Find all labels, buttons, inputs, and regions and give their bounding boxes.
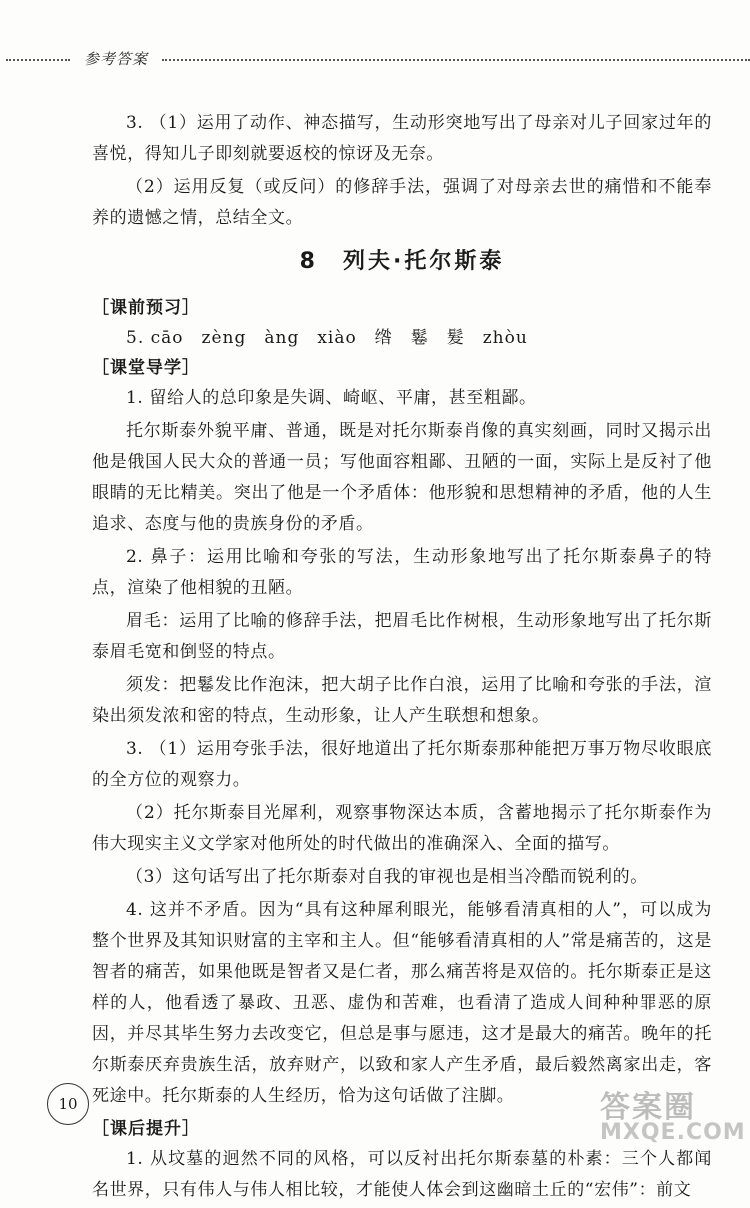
page-body [92, 108, 712, 1208]
answer-paragraph: 4. 这并不矛盾。因为“具有这种犀利眼光，能够看清真相的人”，可以成为整个世界及其知识财富的主宰和主人。但“能够看清真相的人”常是痛苦的，这是智者的痛苦，如果他既是智者又是仁者，那么痛苦将是双倍的。托尔斯泰正是这样的人，他看透了暴政、丑恶、虚伪和苦难，也看清了造成人间种种罪恶的原因，并尽其毕生努力去改变它，但总是事与愿违，这才是最大的痛苦。晚年的托尔斯泰厌弃贵族生活，放弃财产，以致和家人产生矛盾，最后毅然离家出走，客死途中。托尔斯泰的人生经历，恰为这句话做了注脚。 [92, 900, 712, 1106]
answer-paragraph: 须发：把鬈发比作泡沫，把大胡子比作白浪，运用了比喻和夸张的手法，渲染出须发浓和密的特点，生动形象，让人产生联想和想象。 [92, 675, 712, 726]
watermark-text-bottom: MXQE.COM [600, 1120, 746, 1145]
answer-paragraph: 3. （1）运用夸张手法，很好地道出了托尔斯泰那种能把万事万物尽收眼底的全方位的观察力。 [92, 739, 712, 790]
header-dotted-rule-right [162, 59, 750, 61]
answer-paragraph: 1. 从坟墓的迥然不同的风格，可以反衬出托尔斯泰墓的朴素：三个人都闻名世界，只有伟人与伟人相比较，才能使人体会到这幽暗土丘的“宏伟”：前文 [92, 1149, 712, 1200]
watermark-text-top: 答案圈 [600, 1090, 696, 1125]
pinyin-answer: 5. cāo zèng àng xiào 绺 鬈 髮 zhòu [126, 328, 528, 348]
answer-paragraph: 2. 鼻子：运用比喻和夸张的写法，生动形象地写出了托尔斯泰鼻子的特点，渲染了他相貌的丑陋。 [92, 547, 712, 598]
header-label: 参考答案 [84, 50, 149, 68]
answer-paragraph: （2）运用反复（或反问）的修辞手法，强调了对母亲去世的痛惜和不能奉养的遗憾之情，总结全文。 [92, 177, 712, 228]
answer-paragraph: （2）托尔斯泰目光犀利，观察事物深达本质，含蓄地揭示了托尔斯泰作为伟大现实主义文学家对他所处的时代做出的准确深入、全面的描写。 [92, 803, 712, 854]
page-number: 10 [47, 1083, 89, 1125]
answer-paragraph: 3. （1）运用了动作、神态描写，生动形突地写出了母亲对儿子回家过年的喜悦，得知儿子即刻就要返校的惊讶及无奈。 [92, 113, 712, 164]
answer-paragraph: 眉毛：运用了比喻的修辞手法，把眉毛比作树根，生动形象地写出了托尔斯泰眉毛宽和倒竖的特点。 [92, 611, 712, 662]
answer-paragraph: （3）这句话写出了托尔斯泰对自我的审视也是相当冷酷而锐利的。 [126, 867, 648, 887]
answer-paragraph: 托尔斯泰外貌平庸、普通，既是对托尔斯泰肖像的真实刻画，同时又揭示出他是俄国人民大众的普通一员；写他面容粗鄙、丑陋的一面，实际上是反衬了他眼睛的无比精美。突出了他是一个矛盾体：他形貌和思想精神的矛盾，他的人生追求、态度与他的贵族身份的矛盾。 [92, 421, 712, 534]
running-header [0, 48, 750, 72]
lesson-title: 8 列夫·托尔斯泰 [299, 249, 505, 274]
answer-paragraph: 1. 留给人的总印象是失调、崎岖、平庸，甚至粗鄙。 [126, 388, 537, 408]
section-heading-preview: ［课前预习］ [92, 298, 200, 318]
watermark-logo [600, 1082, 746, 1145]
section-heading-class-guide: ［课堂导学］ [92, 358, 200, 378]
section-heading-after-class: ［课后提升］ [92, 1119, 200, 1139]
header-dotted-rule-left [6, 59, 70, 61]
